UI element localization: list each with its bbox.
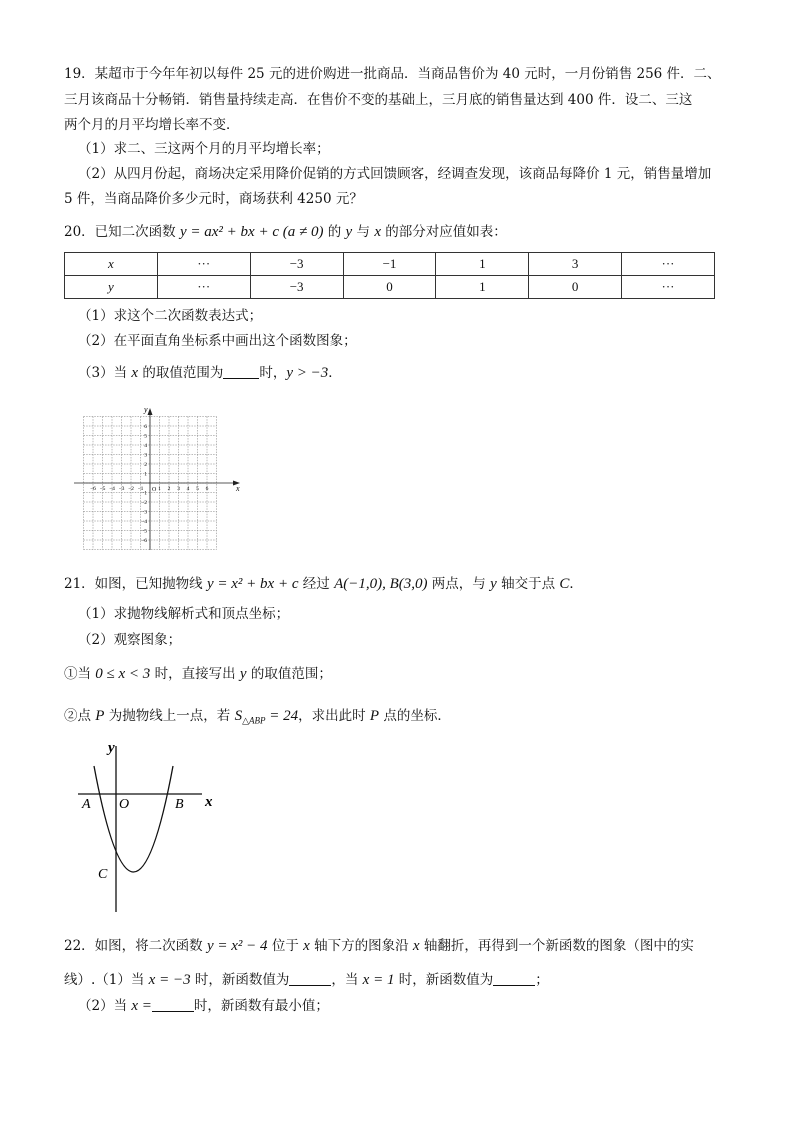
q21-intro [64, 574, 583, 594]
q20-part-3-post: 时， [259, 365, 287, 381]
table-header-x: x [65, 253, 158, 276]
q20-part-3-mid: 的取值范围为 [138, 365, 224, 381]
q20-part-3-ineq: y > −3 [286, 365, 329, 381]
q21-part-2: （2）观察图象； [78, 632, 182, 648]
q21-sub-1 [64, 664, 332, 684]
x-tick-label: 2 [167, 486, 171, 492]
q22-line-3 [78, 996, 329, 1016]
y-tick-label: −4 [141, 519, 147, 525]
y-tick-label: −1 [141, 490, 147, 497]
y-axis-arrow-icon [148, 408, 153, 415]
q21-sub-1-post: 时，直接写出 [150, 666, 240, 682]
q22-cond-1: x = −3 [148, 972, 191, 988]
answer-blank [223, 364, 259, 379]
q22-line-2-end: ； [535, 972, 549, 988]
y-tick-label: 6 [144, 424, 147, 430]
q22-line-1-post: 轴翻折，再得到一个新函数的图象（图中的实 [419, 938, 694, 954]
y-tick-label: 5 [144, 433, 147, 440]
q22-line-3-post: 时，新函数有最小值； [193, 998, 329, 1014]
fig21-x-label: x [205, 794, 213, 810]
point-c-label: C [98, 867, 108, 882]
q21-sub-2 [64, 706, 451, 731]
q21-sub-1-pre: ①当 [64, 666, 96, 682]
y-tick-label: −3 [141, 509, 147, 516]
q21-sub-1-end: 的取值范围； [246, 666, 332, 682]
q20-part-3-pre: （3）当 [78, 365, 132, 381]
grid-origin-label: O [152, 487, 157, 493]
table-cell: 1 [436, 253, 529, 276]
table-cell: −3 [250, 253, 343, 276]
x-tick-label: −6 [90, 486, 96, 492]
q21-intro-c: C [559, 576, 570, 592]
fig21-y-label: y [108, 740, 115, 756]
parabola-figure [74, 738, 234, 918]
x-tick-label: 3 [177, 486, 180, 492]
q22-line-1-mid: 位于 [267, 938, 304, 954]
answer-blank [152, 997, 194, 1012]
grid-x-label: x [236, 484, 240, 493]
q19-line-1: 19．某超市于今年年初以每件 25 元的进价购进一批商品．当商品售价为 40 元时，一月份销售 256 件．二、 [64, 66, 721, 82]
origin-o-label: O [119, 797, 130, 812]
q21-sub-2-post: ，求出此时 [298, 708, 370, 724]
coordinate-grid-figure [70, 400, 245, 555]
q21-sub-2-subscript: △ABP [242, 715, 266, 726]
q20-part-1: （1）求这个二次函数表达式； [78, 308, 263, 324]
q21-intro-mid: 经过 [298, 576, 335, 592]
parabola-curve [94, 766, 173, 872]
table-cell: 0 [343, 276, 436, 299]
table-header-y: y [65, 276, 158, 299]
y-tick-label: −5 [141, 528, 147, 535]
q21-sub-2-eq: = 24 [265, 708, 299, 724]
q21-sub-1-y: y [239, 666, 247, 682]
q20-intro-pre: 20．已知二次函数 [64, 224, 180, 240]
x-tick-label: 1 [158, 486, 161, 492]
table-cell: ··· [157, 253, 250, 276]
y-tick-label: 4 [144, 443, 147, 449]
q20-intro-x: x [374, 224, 381, 240]
table-row-y [65, 276, 715, 299]
q21-sub-1-range: 0 ≤ x < 3 [95, 666, 151, 682]
q22-cond-2: x = 1 [362, 972, 395, 988]
q20-formula: y = ax² + bx + c (a ≠ 0) [179, 224, 324, 240]
table-cell: −1 [343, 253, 436, 276]
q20-part-2: （2）在平面直角坐标系中画出这个函数图象； [78, 333, 357, 349]
q22-line-1-x2: x [412, 938, 420, 954]
q21-sub-2-pre: ②点 [64, 708, 96, 724]
x-tick-labels [90, 486, 209, 492]
q21-points: A(−1,0), B(3,0) [334, 576, 428, 592]
q22-line-2-mid3: 时，新函数值为 [394, 972, 494, 988]
y-tick-label: 2 [144, 462, 147, 468]
q20-intro-text-c: 的部分对应值如表： [380, 224, 507, 240]
q19-part-1: （1）求二、三这两个月的月平均增长率； [78, 141, 330, 157]
q22-formula: y = x² − 4 [206, 938, 268, 954]
q20-part-3 [78, 363, 342, 383]
q20-intro [64, 222, 507, 242]
q19-line-2: 三月该商品十分畅销．销售量持续走高．在售价不变的基础上，三月底的销售量达到 400 件．设二、三这 [64, 92, 693, 108]
q21-part-1: （1）求抛物线解析式和顶点坐标； [78, 606, 290, 622]
q21-intro-post2: 轴交于点 [496, 576, 560, 592]
q22-line-1 [64, 936, 694, 956]
x-tick-label: −1 [137, 486, 144, 492]
q21-sub-2-p2: P [369, 708, 380, 724]
table-cell: −3 [250, 276, 343, 299]
q19-part-2b: 5 件，当商品降价多少元时，商场获利 4250 元？ [64, 191, 363, 207]
table-cell: ··· [157, 276, 250, 299]
q20-intro-y: y [345, 224, 353, 240]
x-tick-label: −5 [99, 486, 106, 492]
q22-line-2-mid2: ，当 [331, 972, 363, 988]
q22-line-1-pre: 22．如图，将二次函数 [64, 938, 207, 954]
q21-sub-2-end: 点的坐标． [379, 708, 451, 724]
q19-line-3: 两个月的月平均增长率不变． [64, 117, 240, 133]
table-cell: 1 [436, 276, 529, 299]
q20-intro-text-b: 与 [352, 224, 375, 240]
q22-line-2-mid: 时，新函数值为 [190, 972, 290, 988]
x-tick-label: −3 [118, 486, 125, 492]
y-tick-labels [141, 424, 147, 544]
q20-part-3-x: x [131, 365, 139, 381]
y-tick-label: −6 [141, 538, 147, 544]
x-tick-label: −4 [109, 486, 115, 492]
x-tick-label: 6 [205, 486, 209, 492]
q21-sub-2-mid: 为抛物线上一点，若 [104, 708, 235, 724]
y-tick-label: 1 [144, 471, 147, 478]
q20-part-3-end: ． [328, 365, 342, 381]
q21-intro-end: ． [569, 576, 583, 592]
value-table [64, 252, 715, 299]
y-tick-label: 3 [144, 452, 147, 459]
table-row-x [65, 253, 715, 276]
q22-line-1-x: x [303, 938, 310, 954]
q21-sub-2-s: S [234, 708, 243, 724]
x-tick-label: −2 [128, 486, 134, 492]
q22-line-1-mid2: 轴下方的图象沿 [309, 938, 413, 954]
grid-y-label: y [144, 405, 148, 414]
point-a-label: A [82, 797, 91, 812]
q22-line-3-pre: （2）当 [78, 998, 132, 1014]
q19-part-2a: （2）从四月份起，商场决定采用降价促销的方式回馈顾客，经调查发现，该商品每降价 1 元，销售量增加 [78, 166, 712, 182]
point-b-label: B [175, 797, 184, 812]
q20-intro-text-a: 的 [323, 224, 346, 240]
table-cell: 3 [529, 253, 622, 276]
q21-formula: y = x² + bx + c [206, 576, 299, 592]
q22-line-2 [64, 970, 549, 990]
table-cell: ··· [622, 253, 715, 276]
x-tick-label: 4 [186, 486, 190, 492]
q21-sub-2-p: P [95, 708, 105, 724]
table-cell: 0 [529, 276, 622, 299]
q22-line-3-x: x = [131, 998, 152, 1014]
y-tick-label: −2 [141, 500, 147, 506]
q22-line-2-pre: 线）.（1）当 [64, 972, 149, 988]
q21-intro-pre: 21．如图，已知抛物线 [64, 576, 207, 592]
q21-intro-y: y [490, 576, 497, 592]
answer-blank [289, 971, 331, 986]
answer-blank [493, 971, 535, 986]
q21-intro-post: 两点，与 [427, 576, 491, 592]
x-tick-label: 5 [196, 486, 199, 492]
table-cell: ··· [622, 276, 715, 299]
